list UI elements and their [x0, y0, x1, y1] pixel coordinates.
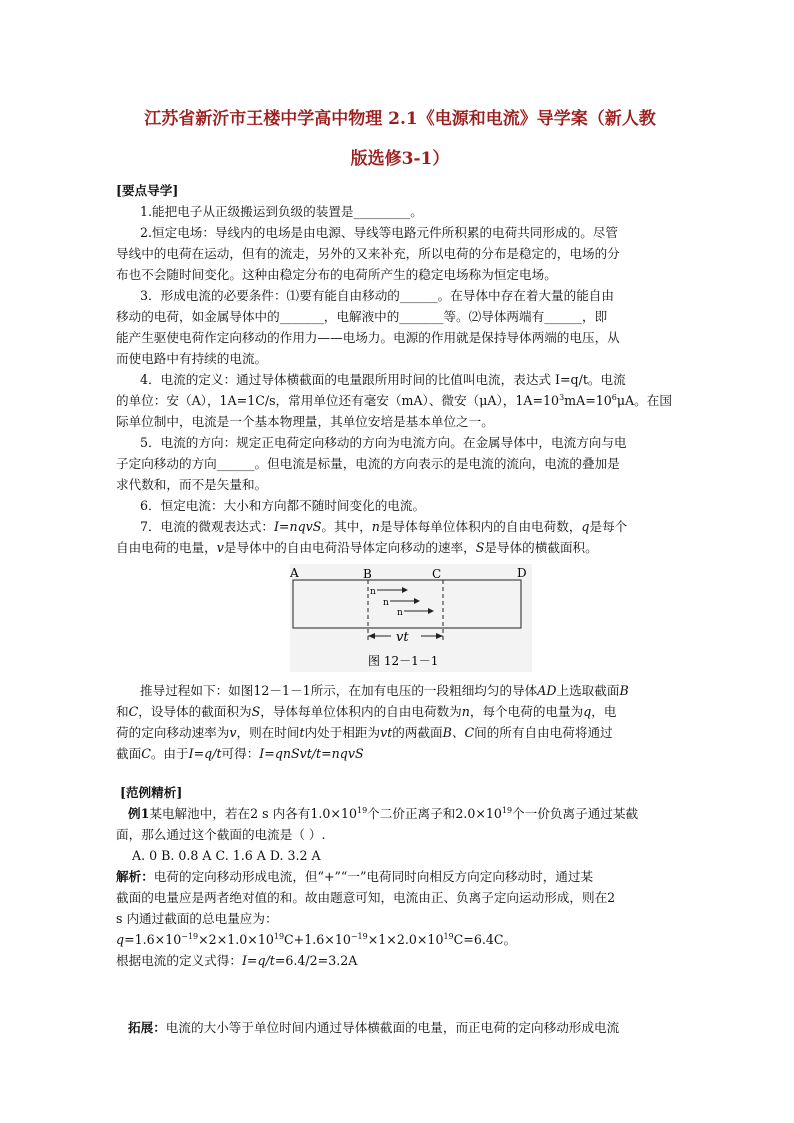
label-a: A [290, 566, 299, 580]
example-1-line-2: 面，那么通过这个截面的电流是（ ）. [116, 827, 326, 842]
section-heading-key-points: [要点导学] [116, 183, 179, 198]
paragraph-3-line-d: 而使电路中有持续的电流。 [116, 351, 268, 366]
paragraph-5-line-b: 子定向移动的方向______。但电流是标量，电流的方向表示的是电流的流向，电流的叠加是 [116, 456, 620, 471]
charge-label-3: n [397, 608, 403, 618]
paragraph-5-line-c: 求代数和，而不是矢量和。 [116, 477, 268, 492]
label-c: C [432, 567, 442, 581]
paragraph-7-line-b: 自由电荷的电量，v是导体中的自由电荷沿导体定向移动的速率，S是导体的横截面积。 [116, 540, 598, 555]
paragraph-4-line-b: 的单位：安（A），1A=1C/s，常用单位还有毫安（mA）、微安（μA），$1A=10^3mA=10^6\mu A$。在国 [116, 392, 672, 408]
extension-line: 拓展：电流的大小等于单位时间内通过导体横截面的电量，而正电荷的定向移动形成电流 [128, 1020, 620, 1035]
conductor-diagram [290, 564, 532, 672]
document-title-line2: 版选修3-1） [350, 149, 450, 169]
derivation-line-2: 和C，设导体的截面积为S，导体每单位体积内的自由电荷数为n，每个电荷的电量为q，电 [116, 704, 617, 719]
charge-label-1: n [370, 587, 376, 597]
solution-line-2: 截面的电量应是两者绝对值的和。故由题意可知，电流由正、负离子定向运动形成，则在2 [116, 890, 616, 905]
paragraph-4-line-a: 4．电流的定义：通过导体横截面的电量跟所用时间的比值叫电流，表达式 I=q/t。电流 [140, 372, 626, 387]
paragraph-7-line-a: 7．电流的微观表达式：I=nqvS。其中，n是导体每单位体积内的自由电荷数，q是每个 [140, 519, 628, 534]
derivation-line-1: 推导过程如下：如图12－1－1所示，在加有电压的一段粗细均匀的导体AD上选取截面B [140, 683, 629, 698]
vt-arrowhead-right [436, 633, 443, 639]
solution-line-1: 解析：电荷的定向移动形成电流，但“+”“一”电荷同时向相反方向定向移动时，通过某 [116, 869, 594, 884]
solution-charge-formula: $q=1.6\times 10^{-19}\times 2\times 1.0\times 10^{19}C+1.6\times 10^{-19}\times 1\times 2.0\times 10^{19}C=6.4C$。 [116, 931, 517, 947]
paragraph-5-line-a: 5．电流的方向：规定正电荷定向移动的方向为电流方向。在金属导体中，电流方向与电 [140, 435, 627, 450]
solution-line-3: s 内通过截面的总电量应为： [116, 911, 278, 926]
arrowhead-3 [428, 608, 434, 614]
paragraph-6: 6．恒定电流：大小和方向都不随时间变化的电流。 [140, 498, 426, 513]
solution-result: 根据电流的定义式得：I=q/t=6.4/2=3.2A [116, 953, 358, 968]
arrowhead-2 [414, 598, 420, 604]
label-b: B [363, 567, 372, 581]
example-1-options: A. 0 B. 0.8 A C. 1.6 A D. 3.2 A [132, 848, 321, 863]
paragraph-3-line-b: 移动的电荷，如金属导体中的_______，电解液中的_______等。⑵导体两端有______，即 [116, 309, 608, 324]
vt-label: vt [396, 630, 409, 645]
paragraph-4-line-c: 际单位制中，电流是一个基本物理量，其单位安培是基本单位之一。 [116, 414, 494, 429]
paragraph-2-line-b: 导线中的电荷在运动，但有的流走，另外的又来补充，所以电荷的分布是稳定的，电场的分 [116, 246, 620, 261]
conductor-outline [293, 580, 521, 628]
derivation-line-3: 荷的定向移动速率为v，则在时间t内处于相距为vt的两截面B、C间的所有自由电荷将通过 [116, 725, 613, 740]
vt-arrowhead-left [368, 633, 375, 639]
conductor-figure [290, 564, 532, 672]
paragraph-2-line-c: 布也不会随时间变化。这种由稳定分布的电荷所产生的稳定电场称为恒定电场。 [116, 267, 557, 282]
section-heading-examples: [范例精析] [120, 785, 183, 800]
paragraph-3-line-a: 3．形成电流的必要条件：⑴要有能自由移动的______。在导体中存在着大量的能自由 [140, 288, 614, 303]
paragraph-2-line-a: 2.恒定电场：导线内的电场是由电源、导线等电路元件所积累的电荷共同形成的。尽管 [140, 225, 618, 240]
document-title-line1: 江苏省新沂市王楼中学高中物理 2.1《电源和电流》导学案（新人教 [144, 109, 656, 129]
paragraph-1: 1.能把电子从正级搬运到负级的装置是_________。 [140, 204, 423, 219]
figure-caption: 图 12－1－1 [368, 654, 439, 668]
paragraph-3-line-c: 能产生驱使电荷作定向移动的作用力——电场力。电源的作用就是保持导体两端的电压，从 [116, 330, 620, 345]
arrowhead-1 [402, 587, 408, 593]
label-d: D [517, 566, 527, 580]
example-1-line-1: 例1某电解池中，若在2 s 内各有$1.0\times 10^{19}$个二价正离子和$2.0\times 10^{19}$个一价负离子通过某截 [128, 805, 639, 821]
charge-label-2: n [383, 598, 389, 608]
derivation-line-4: 截面C。由于I=q/t可得：I=qnSvt/t=nqvS [116, 746, 364, 761]
